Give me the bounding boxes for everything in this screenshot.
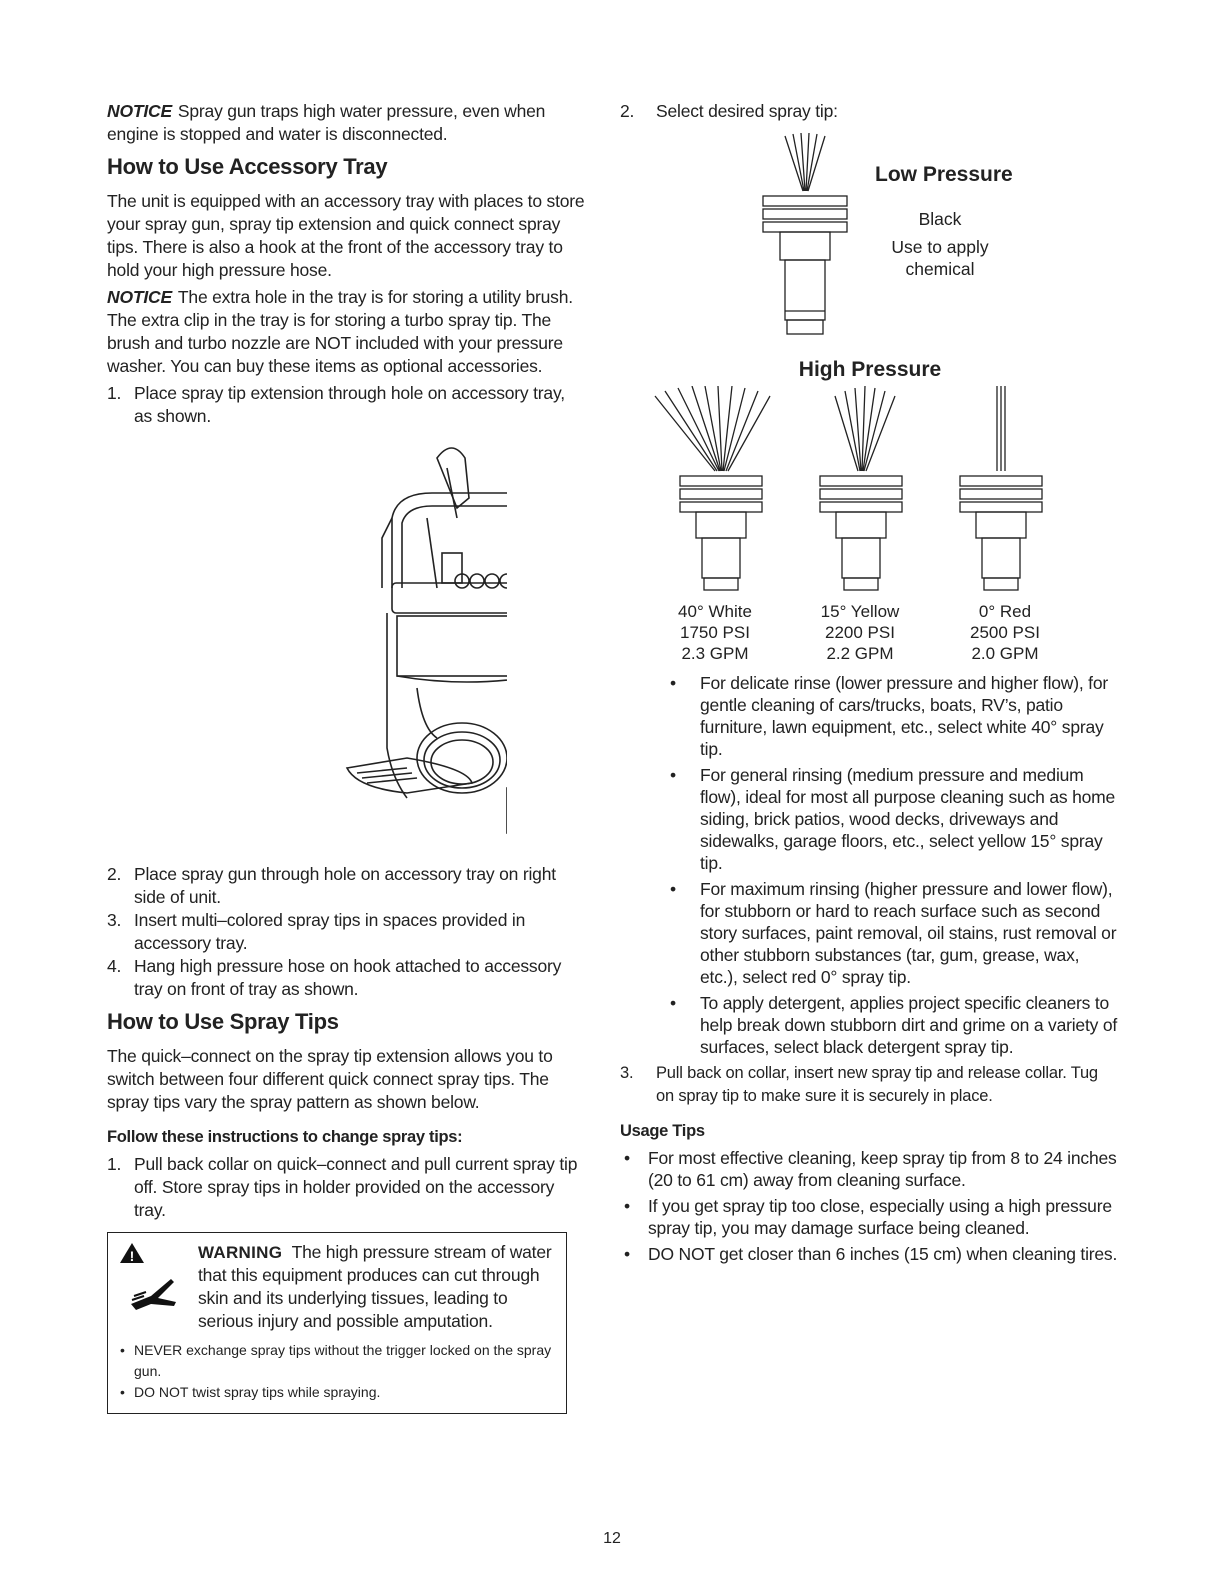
step-text: Place spray tip extension through hole on accessory tray, as shown. bbox=[134, 383, 565, 426]
low-pressure-section bbox=[620, 123, 1120, 358]
change-step-1 bbox=[107, 1153, 587, 1222]
high-pressure-tips bbox=[620, 386, 1120, 596]
tip-spec-yellow bbox=[805, 601, 915, 664]
tip-specs bbox=[660, 601, 1060, 664]
left-column bbox=[107, 100, 587, 1414]
hand-injury-icon bbox=[126, 1274, 181, 1314]
step-text: Select desired spray tip: bbox=[656, 101, 838, 121]
warning-bullet-text: NEVER exchange spray tips without the trigger locked on the spray gun. bbox=[134, 1342, 552, 1379]
tip-bullet-black bbox=[660, 992, 1120, 1058]
tip-spec-red bbox=[950, 601, 1060, 664]
step-number: 3. bbox=[107, 910, 122, 930]
tip-gpm: 2.0 GPM bbox=[971, 644, 1039, 663]
step-number: 1. bbox=[107, 1154, 122, 1174]
tip-psi: 1750 PSI bbox=[680, 623, 750, 642]
warning-text-block bbox=[198, 1241, 556, 1333]
bullet-text: DO NOT get closer than 6 inches (15 cm) when cleaning tires. bbox=[648, 1244, 1118, 1264]
step-text: Pull back on collar, insert new spray tip and release collar. Tug on spray tip to make sure it is securely in place. bbox=[656, 1064, 1098, 1105]
tip-angle: 0° Red bbox=[978, 602, 1032, 621]
right-column bbox=[620, 100, 1120, 1265]
bullet-text: For general rinsing (medium pressure and medium flow), ideal for most all purpose cleaning such as home siding, brick patios, wood decks, driveways and sidewalks, garage floors, etc., select yellow 15° spray tip. bbox=[700, 765, 1116, 873]
step-text: Hang high pressure hose on hook attached to accessory tray on front of tray as shown. bbox=[134, 956, 562, 999]
step-number: 2. bbox=[620, 101, 635, 121]
bullet-text: For delicate rinse (lower pressure and higher flow), for gentle cleaning of cars/trucks, boats, RV’s, patio furniture, lawn equipment, etc., select white 40° spray tip. bbox=[700, 673, 1109, 759]
tip-spec-white bbox=[660, 601, 770, 664]
notice-extra-hole bbox=[107, 286, 587, 378]
bullet-text: For most effective cleaning, keep spray tip from 8 to 24 inches (20 to 61 cm) away from cleaning surface. bbox=[648, 1148, 1117, 1190]
step-number: 3. bbox=[620, 1064, 634, 1082]
notice-label: NOTICE bbox=[107, 101, 172, 121]
black-spray-tip-icon bbox=[755, 131, 855, 351]
heading-spray-tips: How to Use Spray Tips bbox=[107, 1009, 339, 1034]
tips-intro: The quick–connect on the spray tip extension allows you to switch between four different quick connect spray tips. The spray tips vary the spray pattern as shown below. bbox=[107, 1046, 553, 1112]
bullet-dot: • bbox=[624, 1196, 630, 1216]
notice-text: The extra hole in the tray is for storing a utility brush. The extra clip in the tray is for storing a turbo spray tip. The brush and turbo nozzle are NOT included with your pressure washer. You can buy these items as optional accessories. bbox=[107, 287, 573, 376]
tip-bullet-yellow bbox=[660, 764, 1120, 874]
tip-gpm: 2.3 GPM bbox=[681, 644, 749, 663]
notice-text: Spray gun traps high water pressure, even when engine is stopped and water is disconnected. bbox=[107, 101, 546, 144]
bullet-dot: • bbox=[120, 1384, 125, 1400]
warning-box bbox=[107, 1232, 567, 1414]
heading-accessory-tray: How to Use Accessory Tray bbox=[107, 154, 388, 179]
step-text: Place spray gun through hole on accessory tray on right side of unit. bbox=[134, 864, 556, 907]
bullet-dot: • bbox=[120, 1342, 125, 1358]
bullet-text: If you get spray tip too close, especially using a high pressure spray tip, you may damage surface being cleaned. bbox=[648, 1196, 1112, 1238]
accessory-tray-illustration bbox=[207, 438, 507, 848]
tip-angle: 15° Yellow bbox=[820, 602, 900, 621]
page-number: 12 bbox=[603, 1530, 621, 1547]
bullet-dot: • bbox=[670, 765, 676, 785]
low-pressure-title: Low Pressure bbox=[875, 163, 1013, 186]
step-number: 2. bbox=[107, 864, 122, 884]
warning-bullet-2 bbox=[120, 1382, 556, 1403]
bullet-text: For maximum rinsing (higher pressure and lower flow), for stubborn or hard to reach surface such as second story surfaces, paint removal, oil stains, rust removal or other stubborn substances (tar, gum, grease, wax, etc.), select red 0° spray tip. bbox=[700, 879, 1117, 987]
bullet-dot: • bbox=[670, 879, 676, 899]
tip-angle: 40° White bbox=[678, 602, 752, 621]
usage-bullet-3 bbox=[620, 1243, 1120, 1265]
tip-psi: 2200 PSI bbox=[825, 623, 895, 642]
usage-bullet-2 bbox=[620, 1195, 1120, 1239]
svg-text:!: ! bbox=[129, 1248, 135, 1264]
tray-step-3 bbox=[107, 909, 587, 955]
red-0-spray-tip-icon bbox=[960, 386, 1042, 590]
warning-bullet-text: DO NOT twist spray tips while spraying. bbox=[134, 1384, 381, 1400]
bullet-dot: • bbox=[670, 673, 676, 693]
warning-bullet-1 bbox=[120, 1340, 556, 1382]
step-text: Pull back collar on quick–connect and pull current spray tip off. Store spray tips in holder provided on the accessory tray. bbox=[134, 1154, 578, 1220]
tip-bullet-white bbox=[660, 672, 1120, 760]
heading-follow-instructions: Follow these instructions to change spray tips: bbox=[107, 1128, 463, 1146]
step-text: Insert multi–colored spray tips in spaces provided in accessory tray. bbox=[134, 910, 526, 953]
step-number: 4. bbox=[107, 956, 122, 976]
tray-step-1 bbox=[107, 382, 587, 428]
low-color: Black bbox=[918, 209, 962, 229]
step-insert-tip bbox=[620, 1062, 1120, 1108]
low-use: Use to apply chemical bbox=[891, 237, 989, 279]
tray-step-2 bbox=[107, 863, 587, 909]
low-pressure-desc bbox=[880, 208, 1000, 280]
tray-intro: The unit is equipped with an accessory tray with places to store your spray gun, spray tip extension and quick connect spray tips. There is also a hook at the front of the accessory tray to hold your high pressure hose. bbox=[107, 191, 585, 280]
tip-gpm: 2.2 GPM bbox=[826, 644, 894, 663]
notice-label: NOTICE bbox=[107, 287, 172, 307]
bullet-dot: • bbox=[624, 1244, 630, 1264]
tip-bullet-red bbox=[660, 878, 1120, 988]
warning-text: The high pressure stream of water that this equipment produces can cut through skin and its underlying tissues, leading to serious injury and possible amputation. bbox=[198, 1242, 552, 1331]
bullet-text: To apply detergent, applies project specific cleaners to help break down stubborn dirt and grime on a variety of surfaces, select black detergent spray tip. bbox=[700, 993, 1118, 1057]
tray-step-4 bbox=[107, 955, 587, 1001]
white-40-spray-tip-icon bbox=[655, 386, 770, 590]
bullet-dot: • bbox=[670, 993, 676, 1013]
notice-spray-gun bbox=[107, 100, 587, 146]
heading-usage-tips: Usage Tips bbox=[620, 1122, 705, 1140]
tip-psi: 2500 PSI bbox=[970, 623, 1040, 642]
bullet-dot: • bbox=[624, 1148, 630, 1168]
step-select-tip bbox=[620, 100, 1120, 123]
step-number: 1. bbox=[107, 383, 122, 403]
high-pressure-title: High Pressure bbox=[798, 358, 942, 381]
warning-title: WARNING bbox=[198, 1243, 283, 1262]
yellow-15-spray-tip-icon bbox=[820, 386, 902, 590]
usage-bullet-1 bbox=[620, 1147, 1120, 1191]
